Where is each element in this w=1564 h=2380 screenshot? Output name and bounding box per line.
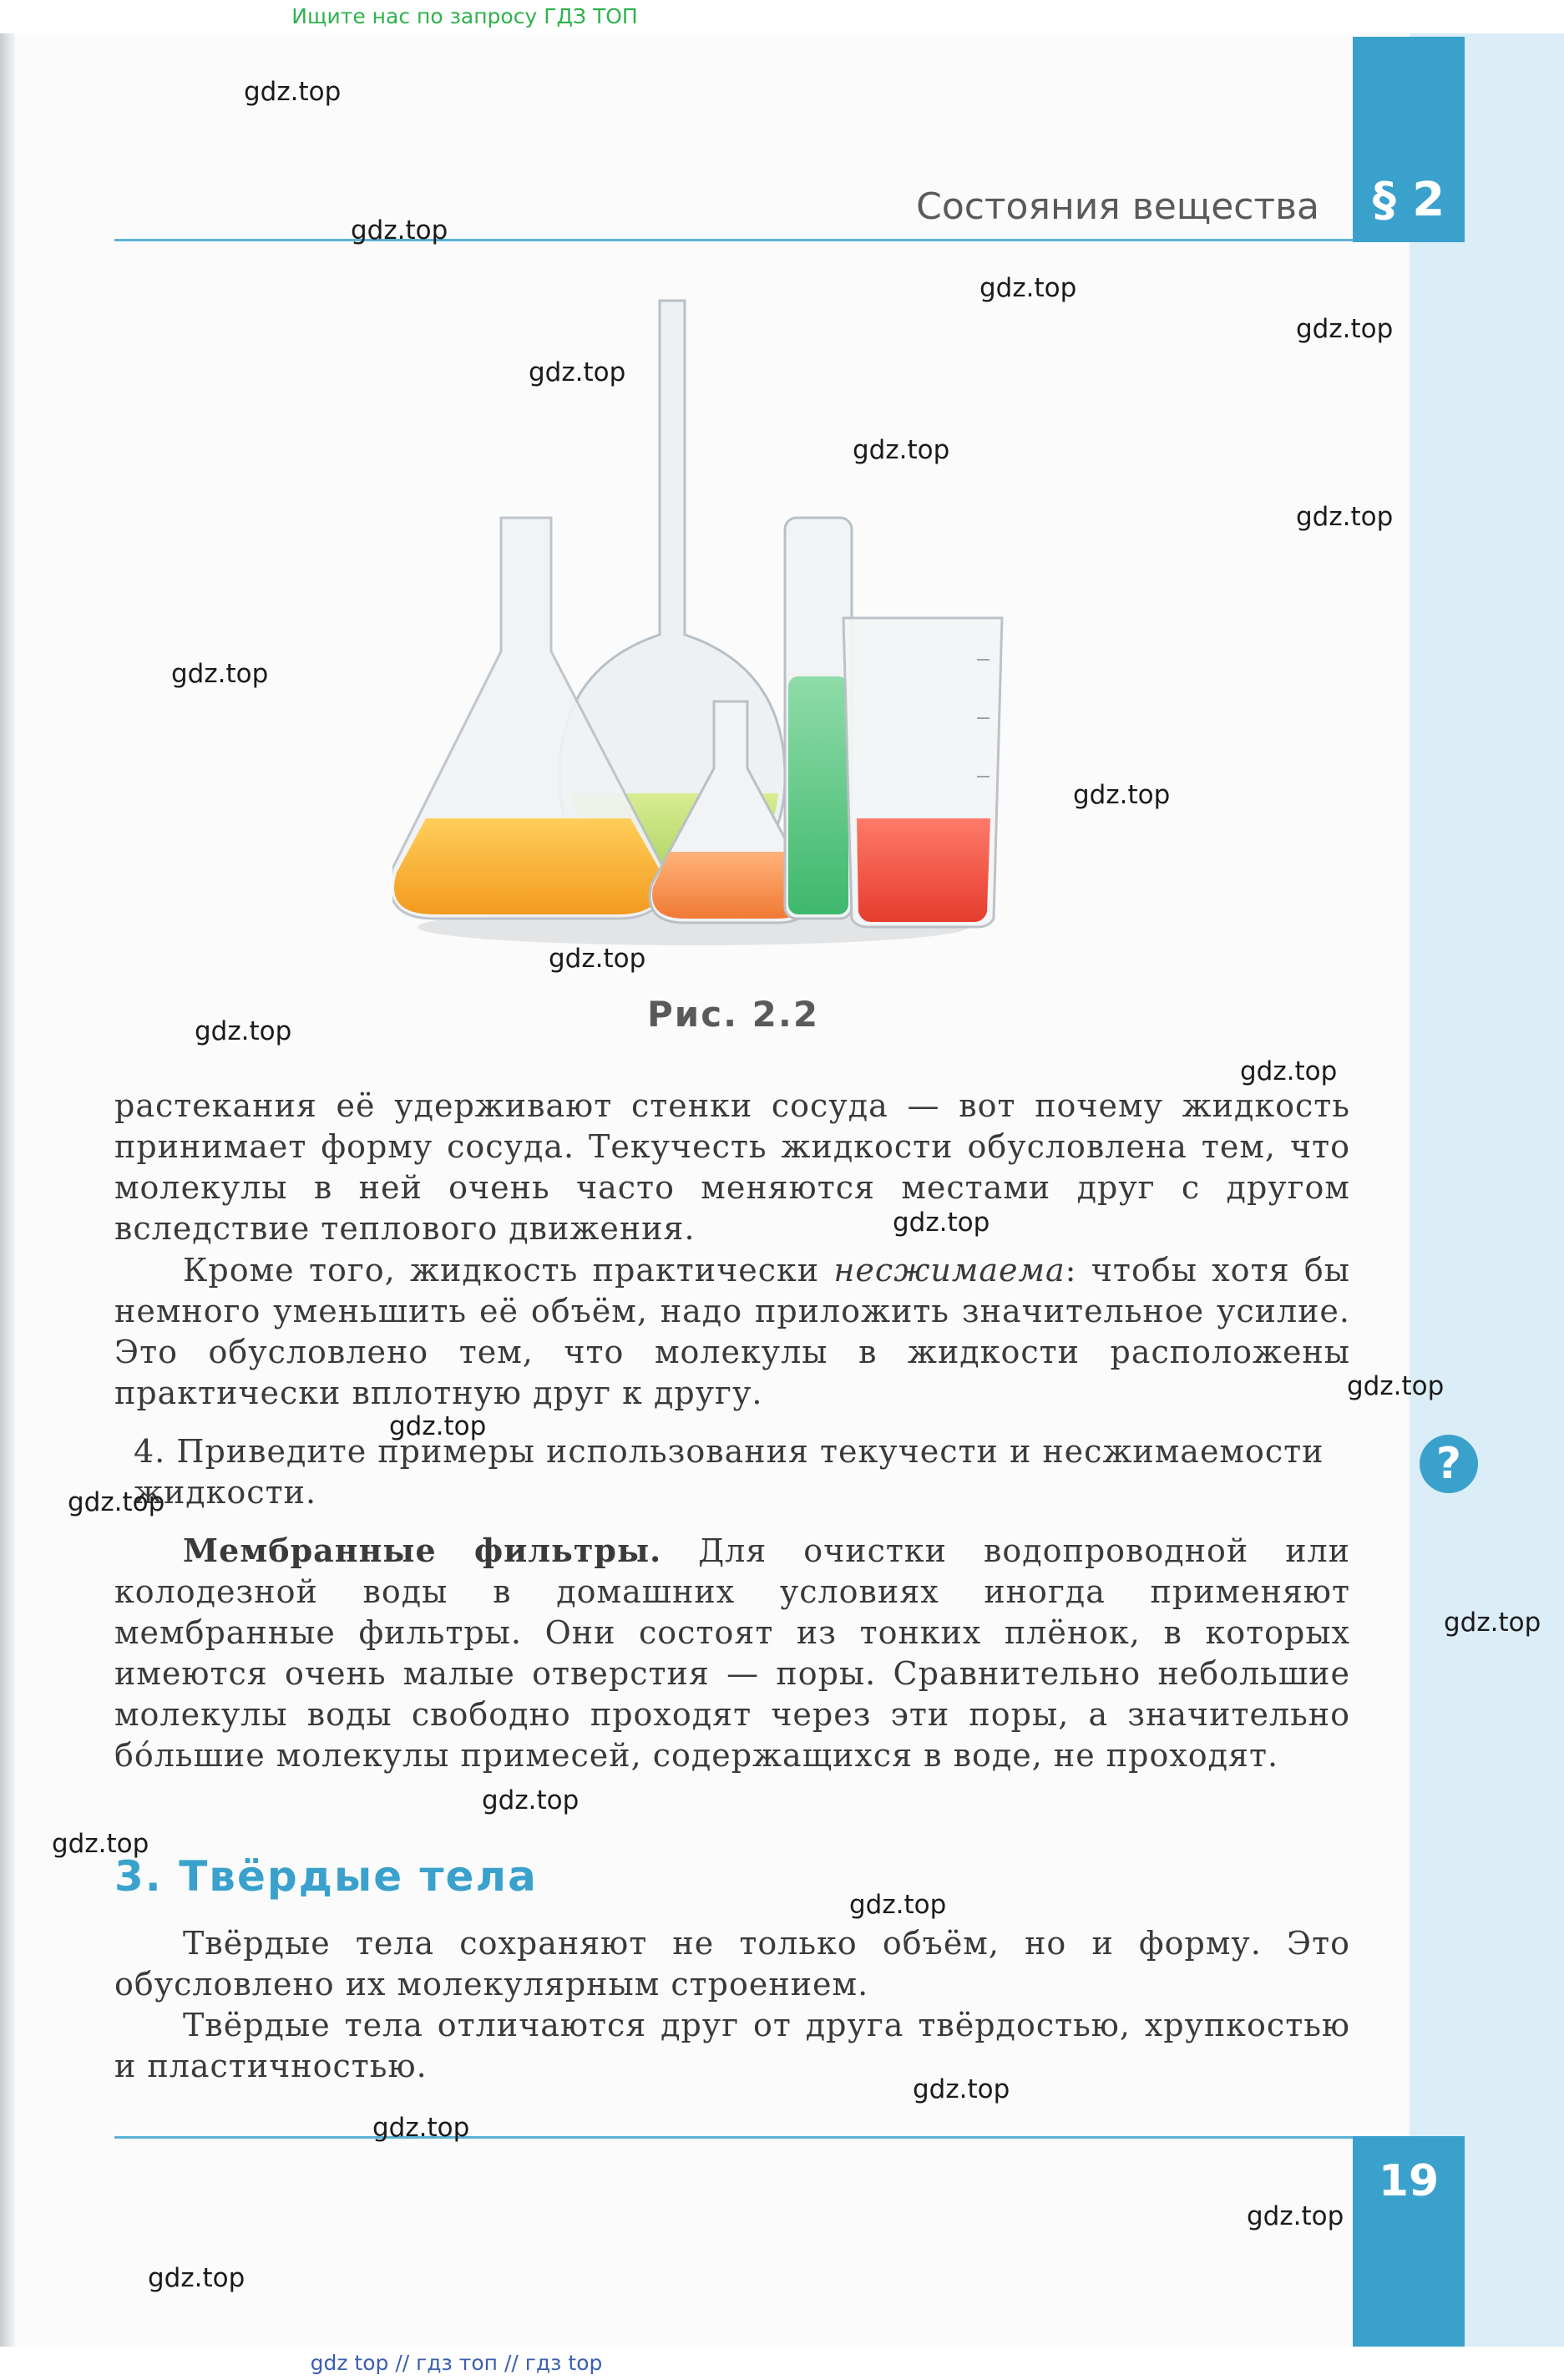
text-run: : чтобы хотя бы немного уменьшить её объём, надо приложить значительное усилие. Это обусловлено тем, что молекулы в жидкости расположены практически вплотную друг к другу. xyxy=(114,1252,1350,1411)
watermark: gdz.top xyxy=(351,215,448,246)
watermark: gdz.top xyxy=(372,2113,470,2143)
figure-caption: Рис. 2.2 xyxy=(647,994,820,1035)
watermark: gdz.top xyxy=(244,77,342,107)
bottom-banner xyxy=(0,2347,1564,2380)
watermark: gdz.top xyxy=(1247,2201,1344,2231)
watermark: gdz.top xyxy=(171,659,269,689)
top-banner-text: Ищите нас по запросу ГДЗ ТОП xyxy=(291,4,638,28)
watermark: gdz.top xyxy=(195,1016,292,1046)
watermark: gdz.top xyxy=(389,1411,487,1441)
watermark: gdz.top xyxy=(893,1208,990,1238)
watermark: gdz.top xyxy=(68,1487,165,1517)
text-run: Для очистки водопроводной или колодезной воды в домашних условиях иногда применяют мембранные фильтры. Они состоят из тонких плёнок, в которых имеются очень малые отверстия — поры. Сравнительно небольшие молекулы воды свободно проходят через эти поры, а значительно бóльшие молекулы примесей, содержащихся в воде, не проходят. xyxy=(114,1532,1351,1774)
beaker-red xyxy=(843,618,1002,927)
watermark: gdz.top xyxy=(482,1785,580,1815)
watermark: gdz.top xyxy=(1296,314,1394,344)
watermark: gdz.top xyxy=(1347,1371,1445,1401)
question-text: 4. Приведите примеры использования текучести и несжимаемости жидкости. xyxy=(134,1433,1324,1511)
solids-paragraph-1 xyxy=(114,1923,1350,2005)
membrane-title: Мембранные фильтры. xyxy=(183,1532,662,1569)
watermark: gdz.top xyxy=(1073,780,1171,810)
emphasis-term: несжимаема xyxy=(833,1252,1065,1289)
question-4 xyxy=(134,1431,1353,1513)
page-number: 19 xyxy=(1378,2156,1440,2206)
bottom-banner-text: gdz top // гдз топ // гдз top xyxy=(310,2351,603,2375)
watermark: gdz.top xyxy=(52,1829,149,1859)
membrane-paragraph xyxy=(114,1530,1350,1776)
watermark: gdz.top xyxy=(979,273,1077,303)
watermark: gdz.top xyxy=(148,2263,245,2293)
flasks-illustration xyxy=(392,284,1027,969)
watermark: gdz.top xyxy=(529,357,626,387)
watermark: gdz.top xyxy=(853,435,950,465)
solids-paragraph-2 xyxy=(114,2005,1350,2087)
paragraph-text: Твёрдые тела отличаются друг от друга твёрдостью, хрупкостью и пластичностью. xyxy=(114,2007,1350,2084)
section-number: § 2 xyxy=(1372,173,1445,227)
watermark: gdz.top xyxy=(1296,502,1394,532)
test-tube-green xyxy=(785,518,852,919)
header-divider xyxy=(114,239,1354,241)
section-heading: 3. Твёрдые тела xyxy=(114,1852,538,1901)
footer-divider xyxy=(114,2136,1354,2139)
paragraph-text: растекания её удерживают стенки сосуда — вот почему жидкость принимает форму сосуда. Текучесть жидкости обусловлена тем, что молекулы в ней очень часто меняются местами друг с другом вследствие теплового движения. xyxy=(114,1087,1350,1247)
section-tab xyxy=(1353,37,1465,242)
page-edge-shadow xyxy=(0,33,15,2347)
liquid-paragraph-2 xyxy=(114,1250,1350,1414)
paragraph-text: Твёрдые тела сохраняют не только объём, но и форму. Это обусловлено их молекулярным строением. xyxy=(114,1925,1350,2003)
question-mark-icon: ? xyxy=(1420,1435,1478,1493)
watermark: gdz.top xyxy=(913,2074,1010,2104)
page-number-tab xyxy=(1353,2136,1465,2355)
page-header-title: Состояния вещества xyxy=(916,185,1319,228)
paragraph-text xyxy=(114,1530,1350,1776)
paragraph-text xyxy=(114,1250,1350,1414)
watermark: gdz.top xyxy=(549,944,646,974)
watermark: gdz.top xyxy=(849,1890,947,1920)
watermark: gdz.top xyxy=(1240,1056,1338,1086)
right-margin-band xyxy=(1410,33,1564,2347)
top-banner xyxy=(0,0,1564,33)
watermark: gdz.top xyxy=(1444,1608,1541,1638)
liquid-paragraph-1 xyxy=(114,1086,1350,1249)
text-run: Кроме того, жидкость практически xyxy=(183,1252,834,1289)
